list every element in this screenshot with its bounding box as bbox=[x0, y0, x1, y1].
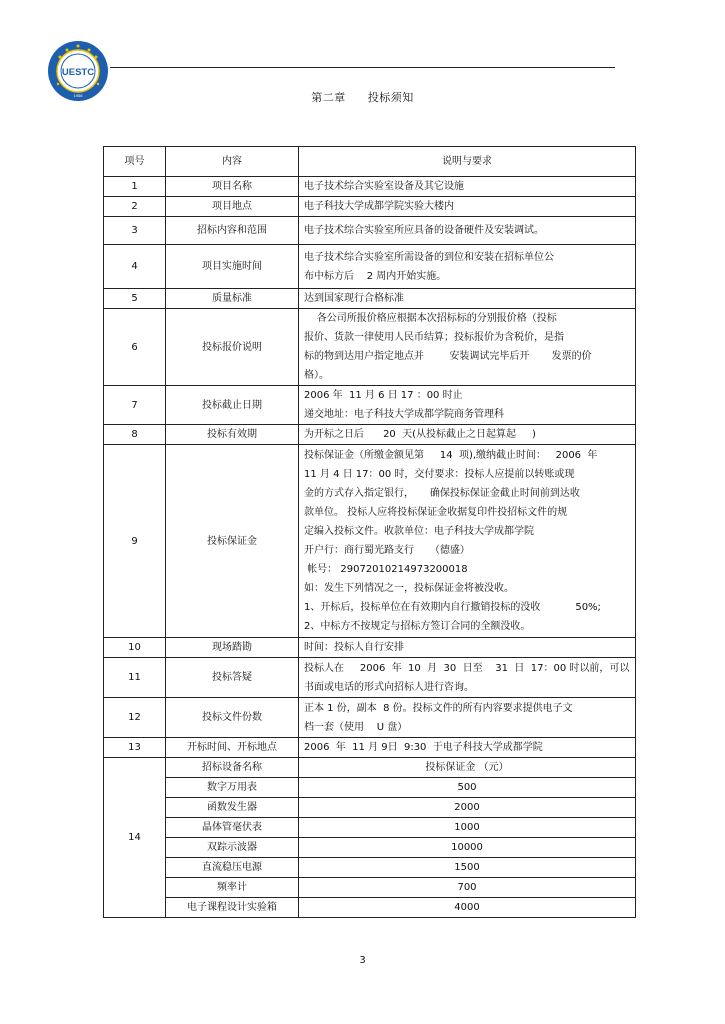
row-no: 11 bbox=[104, 658, 166, 698]
table-row bbox=[104, 177, 636, 197]
row-no: 3 bbox=[104, 217, 166, 245]
equipment-header-row bbox=[104, 758, 636, 778]
row-description: 正本 1 份，副本 8 份。投标文件的所有内容要求提供电子文 档一套（使用 U 盘） bbox=[299, 698, 636, 738]
row-content: 质量标准 bbox=[166, 289, 299, 309]
equipment-name: 晶体管毫伏表 bbox=[166, 818, 299, 838]
row-description: 电子技术综合实验室所应具备的设备硬件及安装调试。 bbox=[299, 217, 636, 245]
equipment-name: 数字万用表 bbox=[166, 778, 299, 798]
row-content: 投标答疑 bbox=[166, 658, 299, 698]
equipment-name: 函数发生器 bbox=[166, 798, 299, 818]
row-content: 开标时间、开标地点 bbox=[166, 738, 299, 758]
row-no: 12 bbox=[104, 698, 166, 738]
svg-text:UESTC: UESTC bbox=[61, 67, 95, 78]
row-description: 电子科技大学成都学院实验大楼内 bbox=[299, 197, 636, 217]
row-no: 9 bbox=[104, 445, 166, 638]
table-row bbox=[104, 738, 636, 758]
chapter-title bbox=[0, 89, 725, 105]
tender-instructions-table bbox=[103, 146, 636, 918]
equipment-deposit: 1500 bbox=[299, 858, 636, 878]
row-description: 2006 年 11 月 9日 9:30 于电子科技大学成都学院 bbox=[299, 738, 636, 758]
table-row bbox=[104, 197, 636, 217]
row-description: 2006 年 11 月 6 日 17 ：00 时止 递交地址：电子科技大学成都学院商务管理科 bbox=[299, 386, 636, 425]
equipment-deposit: 2000 bbox=[299, 798, 636, 818]
equipment-deposit: 10000 bbox=[299, 838, 636, 858]
row-content: 项目地点 bbox=[166, 197, 299, 217]
row-description: 为开标之日后 20 天(从投标截止之日起算起 ) bbox=[299, 425, 636, 445]
chapter-number: 第二章 bbox=[311, 91, 346, 104]
equipment-row bbox=[104, 858, 636, 878]
row-no: 13 bbox=[104, 738, 166, 758]
equipment-row bbox=[104, 818, 636, 838]
row-no: 4 bbox=[104, 245, 166, 289]
table-row bbox=[104, 309, 636, 386]
header-description: 说明与要求 bbox=[299, 147, 636, 177]
equipment-deposit: 700 bbox=[299, 878, 636, 898]
equipment-deposit: 1000 bbox=[299, 818, 636, 838]
equipment-row bbox=[104, 798, 636, 818]
row-no: 2 bbox=[104, 197, 166, 217]
row-content: 项目名称 bbox=[166, 177, 299, 197]
equipment-name: 直流稳压电源 bbox=[166, 858, 299, 878]
deposit-header: 投标保证金 （元） bbox=[299, 758, 636, 778]
equipment-row bbox=[104, 838, 636, 858]
page-number: 3 bbox=[359, 955, 366, 966]
table-row bbox=[104, 245, 636, 289]
table-row bbox=[104, 425, 636, 445]
equipment-row bbox=[104, 878, 636, 898]
row-no: 10 bbox=[104, 638, 166, 658]
row-description: 达到国家现行合格标准 bbox=[299, 289, 636, 309]
row-description: 电子技术综合实验室设备及其它设施 bbox=[299, 177, 636, 197]
equipment-deposit: 500 bbox=[299, 778, 636, 798]
row-content: 投标截止日期 bbox=[166, 386, 299, 425]
row-content: 投标文件份数 bbox=[166, 698, 299, 738]
row-content: 项目实施时间 bbox=[166, 245, 299, 289]
equipment-row bbox=[104, 778, 636, 798]
row-no: 7 bbox=[104, 386, 166, 425]
row-description: 投标人在 2006 年 10 月 30 日至 31 日 17：00 时以前，可以 书面或电话的形式向招标人进行咨询。 bbox=[299, 658, 636, 698]
table-row bbox=[104, 386, 636, 425]
row-no: 5 bbox=[104, 289, 166, 309]
equipment-row bbox=[104, 898, 636, 918]
row-content: 投标保证金 bbox=[166, 445, 299, 638]
equipment-deposit: 4000 bbox=[299, 898, 636, 918]
equipment-name: 频率计 bbox=[166, 878, 299, 898]
table-row bbox=[104, 289, 636, 309]
row-description: 电子技术综合实验室所需设备的到位和安装在招标单位公 布中标方后 2 周内开始实施。 bbox=[299, 245, 636, 289]
row-content: 现场踏勘 bbox=[166, 638, 299, 658]
row-description: 各公司所报价格应根据本次招标标的分别报价格（投标 报价、货款一律使用人民币结算；投标报价为含税价，是指 标的物到达用户指定地点并 安装调试完毕后开 发票的价 格）。 bbox=[299, 309, 636, 386]
row-description: 时间：投标人自行安排 bbox=[299, 638, 636, 658]
header-rule bbox=[110, 67, 615, 68]
equipment-name: 电子课程设计实验箱 bbox=[166, 898, 299, 918]
equipment-name: 双踪示波器 bbox=[166, 838, 299, 858]
row-no: 1 bbox=[104, 177, 166, 197]
row-content: 招标内容和范围 bbox=[166, 217, 299, 245]
row-no: 6 bbox=[104, 309, 166, 386]
table-row bbox=[104, 698, 636, 738]
header-item-no: 项号 bbox=[104, 147, 166, 177]
table-row bbox=[104, 638, 636, 658]
table-row bbox=[104, 217, 636, 245]
svg-text:1956: 1956 bbox=[73, 93, 83, 98]
row-no: 14 bbox=[104, 758, 166, 918]
chapter-heading: 投标须知 bbox=[367, 91, 414, 104]
table-row bbox=[104, 445, 636, 638]
row-content: 投标报价说明 bbox=[166, 309, 299, 386]
table-row bbox=[104, 658, 636, 698]
row-content: 投标有效期 bbox=[166, 425, 299, 445]
row-description: 投标保证金（所缴金额见第 14 项),缴纳截止时间： 2006 年 11 月 4 日 17：00 时，交付要求：投标人应提前以转账或现 金的方式存入指定银行， 确保投标保证金截止时间前到达收 款单位。 投标人应将投标保证金收据复印件投招标文件的规 定编入投标文件。收款单位：电子科技大学成都学院 开户行：商行蜀光路支行 （德盛） 帐号： 29072010214973200018 如：发生下列情况之一，投标保证金将被没收。 1、开标后，投标单位在有效期内自行撤销投标的没收 50%; 2、中标方不按规定与招标方签订合同的全额没收。 bbox=[299, 445, 636, 638]
header-content: 内容 bbox=[166, 147, 299, 177]
table-header-row bbox=[104, 147, 636, 177]
equipment-name-header: 招标设备名称 bbox=[166, 758, 299, 778]
row-no: 8 bbox=[104, 425, 166, 445]
